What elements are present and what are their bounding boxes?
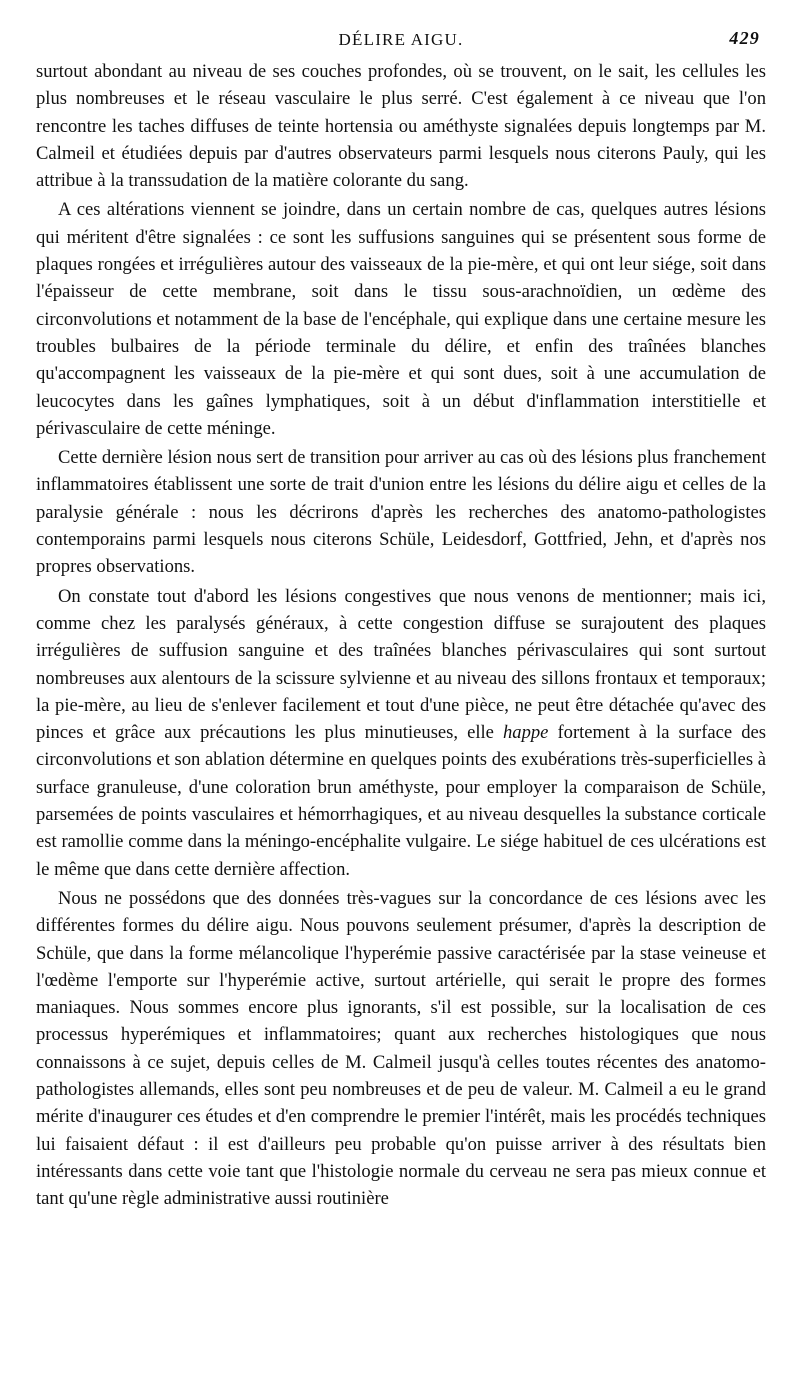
running-title: DÉLIRE AIGU. <box>338 30 464 49</box>
paragraph-5: Nous ne possédons que des données très-vagues sur la concordance de ces lésions avec les différentes formes du délire aigu. Nous pouvons seulement présumer, d'après la description de Schüle, que dans la forme mélancolique l'hyperémie passive caractérisée par la stase veineuse et l'œdème l'emporte sur l'hyperémie active, surtout artérielle, qui serait le propre des formes maniaques. Nous sommes encore plus ignorants, s'il est possible, sur la localisation de ces processus hyperémiques et inflammatoires; quant aux recherches histologiques que nous connaissons à ce sujet, depuis celles de M. Calmeil jusqu'à celles toutes récentes des anatomo-pathologistes allemands, elles sont peu nombreuses et de peu de valeur. M. Calmeil a eu le grand mérite d'inaugurer ces études et d'en comprendre le premier l'intérêt, mais les procédés techniques lui faisaient défaut : il est d'ailleurs peu probable qu'on puisse arriver à des résultats bien intéressants dans cette voie tant que l'histologie normale du cerveau ne sera pas mieux connue et tant qu'une règle administrative aussi routinière <box>36 887 766 1210</box>
emphasized-word: happe <box>502 722 549 744</box>
running-header <box>36 24 766 58</box>
paragraph-4-end: fortement à la surface des circonvolutions et son ablation détermine en quelques points des exubérations très-superficielles à surface granuleuse, d'une coloration brun améthyste, pour employer la comparaison de Schüle, parsemées de points vasculaires et hémorrhagiques, et au niveau desquelles la substance corticale est ramollie comme dans la méningo-encéphalite vulgaire. Le siége habituel de ces ulcérations est le même que dans cette dernière affection. <box>36 722 766 880</box>
paragraph-4 <box>36 583 766 883</box>
paragraph-2: A ces altérations viennent se joindre, dans un certain nombre de cas, quelques autres lésions qui méritent d'être signalées : ce sont les suffusions sanguines qui se présentent sous forme de plaques rongées et irrégulières autour des vaisseaux de la pie-mère, et qui ont leur siége, soit dans l'épaisseur de cette membrane, soit dans le tissu sous-arachnoïdien, un œdème des circonvolutions et notamment de la base de l'encéphale, qui explique dans une certaine mesure les troubles bulbaires de la période terminale du délire, et enfin des traînées blanches qu'accompagnent les vaisseaux de la pie-mère et qui sont dues, soit à une accumulation de leucocytes dans les gaînes lymphatiques, soit à un début d'inflammation interstitielle et périvasculaire de cette méninge. <box>36 199 766 439</box>
paragraph-1: surtout abondant au niveau de ses couches profondes, où se trouvent, on le sait, les cellules les plus nombreuses et le réseau vasculaire le plus serré. C'est également à ce niveau que l'on rencontre les taches diffuses de teinte hortensia ou améthyste signalées depuis longtemps par M. Calmeil et étudiées depuis par d'autres observateurs parmi lesquels nous citerons Pauly, qui les attribue à la transsudation de la matière colorante du sang. <box>36 61 766 192</box>
paragraph-4-start: On constate tout d'abord les lésions congestives que nous venons de mentionner; mais ici, comme chez les paralysés généraux, à cette congestion diffuse se surajoutent des plaques irrégulières de suffusion sanguine et des traînées blanches périvasculaires qui sont surtout nombreuses aux alentours de la scissure sylvienne et au niveau des sillons frontaux et temporaux; la pie-mère, au lieu de s'enlever facilement et tout d'une pièce, ne peut être détachée qu'avec des pinces et grâce aux précautions les plus minutieuses, elle <box>36 585 766 744</box>
body-text <box>36 58 766 1212</box>
paragraph-3: Cette dernière lésion nous sert de transition pour arriver au cas où des lésions plus franchement inflammatoires établissent une sorte de trait d'union entre les lésions du délire aigu et celles de la paralysie générale : nous les décrirons d'après les recherches des anatomo-pathologistes contemporains parmi lesquels nous citerons Schüle, Leidesdorf, Gottfried, Jehn, et d'après nos propres observations. <box>36 447 766 578</box>
document-page <box>36 24 766 1214</box>
page-number: 429 <box>729 28 760 48</box>
